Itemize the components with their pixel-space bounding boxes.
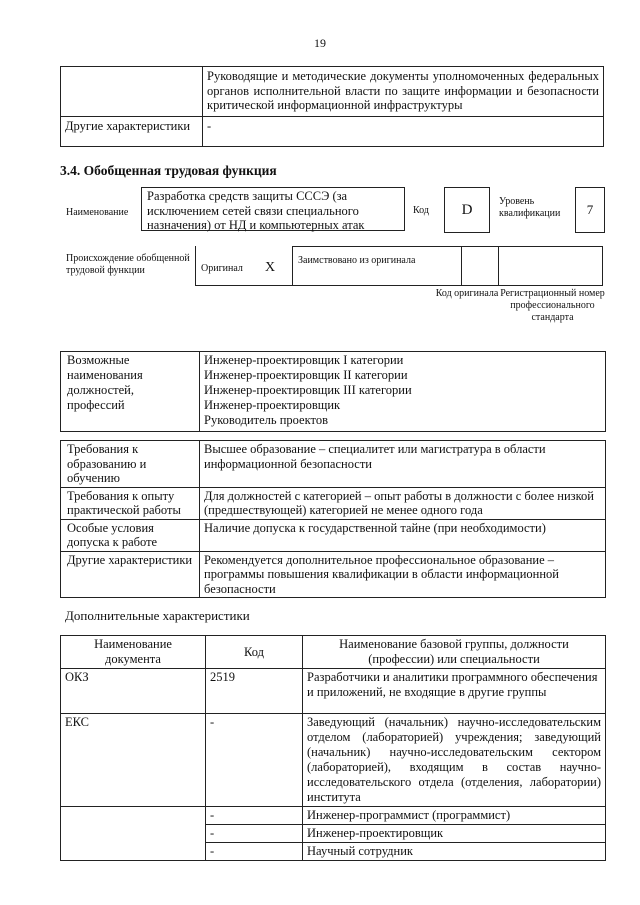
req-value: Рекомендуется дополнительное профессиональное образование – программы повышения квалификации в области информационной безопасности xyxy=(200,551,606,598)
origin-row xyxy=(195,246,603,286)
position-item: Инженер-проектировщик III категории xyxy=(204,383,412,397)
row-code: - xyxy=(206,807,303,825)
name-label: Наименование xyxy=(66,207,129,218)
row-doc xyxy=(61,807,206,825)
row-name: Заведующий (начальник) научно-исследовательским отделом (лабораторией) учреждения; заведующий (начальник) научно-исследовательским сектором (лабораторией), входящим в состав научно-исследовательского отдела (отделения, лаборатории) института xyxy=(303,714,606,807)
position-item: Инженер-проектировщик xyxy=(204,398,341,412)
original-mark: X xyxy=(265,260,276,275)
additional-table xyxy=(60,635,606,861)
header-name: Наименование базовой группы, должности (профессии) или специальности xyxy=(303,636,606,669)
page-number: 19 xyxy=(314,36,326,50)
req-value: Высшее образование – специалитет или магистратура в области информационной безопасности xyxy=(200,441,606,488)
level-label: Уровень квалификации xyxy=(499,196,561,219)
code-original-label: Код оригинала xyxy=(435,288,499,299)
req-value: Для должностей с категорией – опыт работы в должности с более низкой (предшествующей) категорией не менее одного года xyxy=(200,487,606,519)
positions-table xyxy=(60,351,606,432)
row-doc xyxy=(61,825,206,843)
row-doc xyxy=(61,843,206,861)
requirements-table xyxy=(60,440,606,598)
top-table-value: - xyxy=(203,117,604,147)
position-item: Руководитель проектов xyxy=(204,413,328,427)
req-label: Другие характеристики xyxy=(61,551,200,598)
code-label: Код xyxy=(413,205,429,216)
row-name: Инженер-программист (программист) xyxy=(303,807,606,825)
section-title: 3.4. Обобщенная трудовая функция xyxy=(60,163,277,178)
borrowed-label: Заимствовано из оригинала xyxy=(298,255,416,266)
function-name: Разработка средств защиты СССЭ (за исключением сетей связи специального назначения) от НД и компьютерных атак xyxy=(141,187,405,231)
top-table xyxy=(60,66,604,147)
header-doc: Наименование документа xyxy=(61,636,206,669)
level-value: 7 xyxy=(575,187,605,233)
position-item: Инженер-проектировщик II категории xyxy=(204,368,408,382)
header-code: Код xyxy=(206,636,303,669)
row-name: Научный сотрудник xyxy=(303,843,606,861)
top-table-label xyxy=(61,67,203,117)
code-value: D xyxy=(444,187,490,233)
top-table-label: Другие характеристики xyxy=(61,117,203,147)
row-code: 2519 xyxy=(206,669,303,714)
reg-number-label: Регистрационный номер профессионального стандарта xyxy=(500,288,605,323)
row-name: Инженер-проектировщик xyxy=(303,825,606,843)
positions-label: Возможные наименования должностей, профессий xyxy=(61,352,200,432)
req-label: Требования к образованию и обучению xyxy=(61,441,200,488)
row-name: Разработчики и аналитики программного обеспечения и приложений, не входящие в другие группы xyxy=(303,669,606,714)
original-label: Оригинал xyxy=(201,263,243,274)
req-label: Особые условия допуска к работе xyxy=(61,519,200,551)
req-value: Наличие допуска к государственной тайне (при необходимости) xyxy=(200,519,606,551)
row-code: - xyxy=(206,825,303,843)
row-doc: ЕКС xyxy=(61,714,206,807)
origin-label: Происхождение обобщенной трудовой функции xyxy=(66,253,190,276)
row-code: - xyxy=(206,714,303,807)
position-item: Инженер-проектировщик I категории xyxy=(204,353,404,367)
additional-title: Дополнительные характеристики xyxy=(65,608,250,623)
req-label: Требования к опыту практической работы xyxy=(61,487,200,519)
top-table-value: Руководящие и методические документы уполномоченных федеральных органов исполнительной власти по защите информации и безопасности критической информационной инфраструктуры xyxy=(203,67,604,117)
row-doc: ОКЗ xyxy=(61,669,206,714)
row-code: - xyxy=(206,843,303,861)
